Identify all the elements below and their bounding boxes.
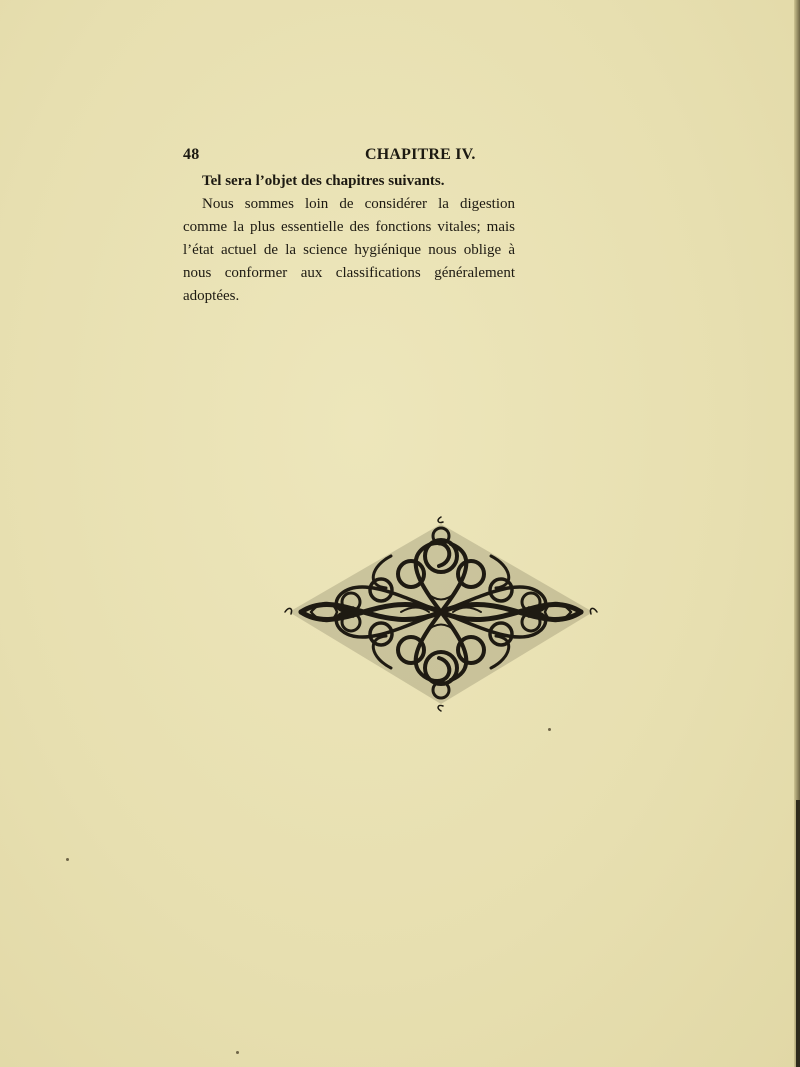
page-edge-shadow — [796, 800, 800, 1067]
running-head — [183, 146, 515, 168]
paragraph-1: Tel sera l’objet des chapitres suivants. — [202, 173, 445, 189]
scrollwork-tailpiece-icon — [281, 516, 601, 712]
paper-speck — [548, 728, 551, 731]
paper-speck — [236, 1051, 239, 1054]
paper-speck — [66, 858, 69, 861]
page-number: 48 — [183, 146, 200, 163]
paragraph-2: Nous sommes loin de considérer la digestion comme la plus essentielle des fonctions vitales; mais l’état actuel de la science hygiénique nous oblige à nous conformer aux classifications généralement adoptées. — [183, 196, 515, 304]
body-text — [183, 170, 515, 308]
chapter-title: CHAPITRE IV. — [365, 146, 476, 163]
